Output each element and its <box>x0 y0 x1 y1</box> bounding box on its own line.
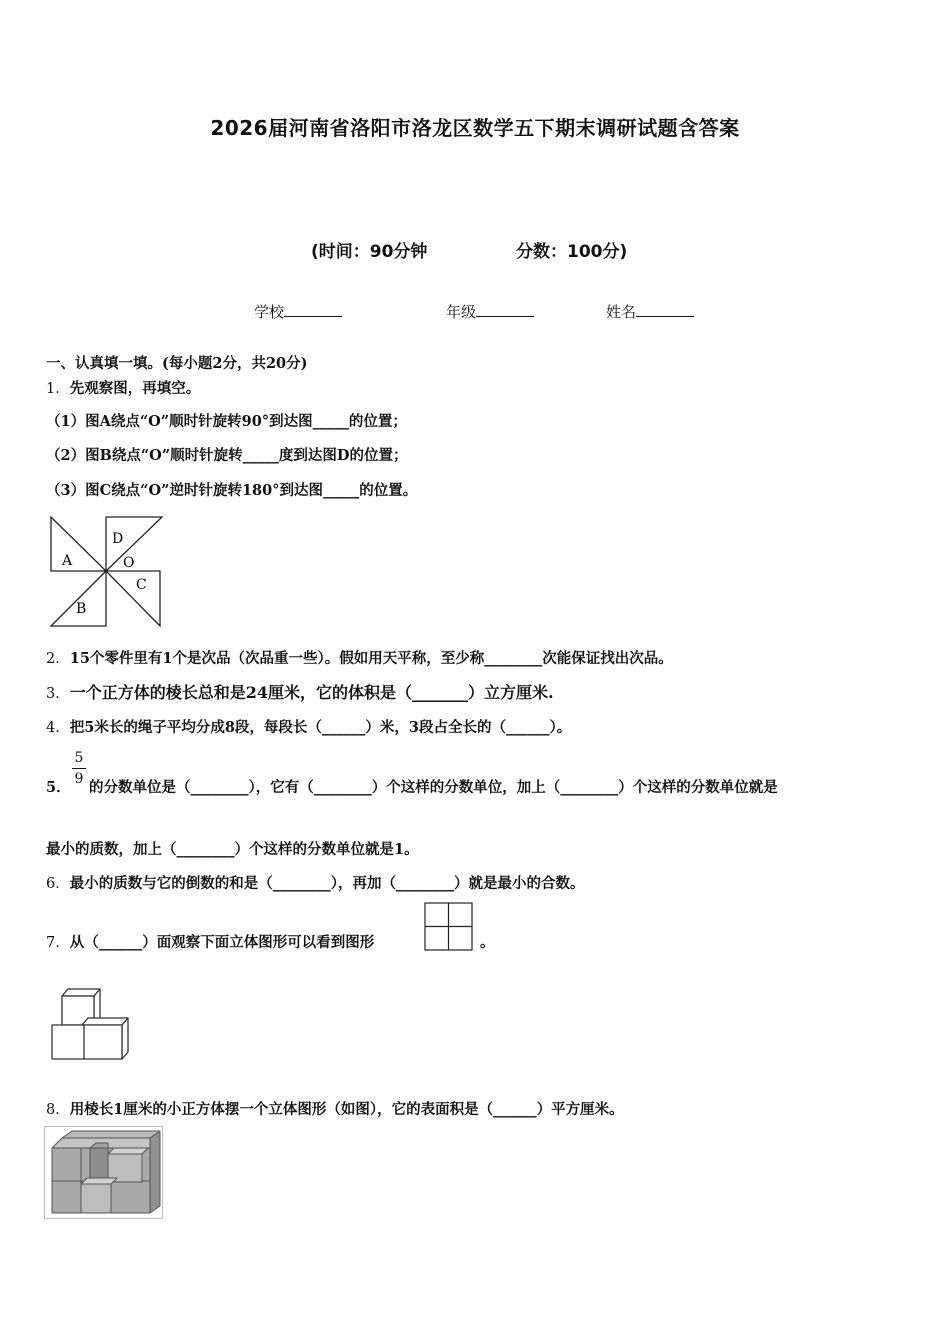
question-3: 3．一个正方体的棱长总和是24厘米，它的体积是（_______）立方厘米. <box>46 683 554 702</box>
question-1-part-1: （1）图A绕点“O”顺时针旋转90°到达图_____的位置； <box>46 413 407 430</box>
exam-time: (时间：90分钟 <box>311 242 428 262</box>
fraction-numerator: 5 <box>74 750 84 766</box>
grade-blank <box>476 302 534 317</box>
grade-field <box>446 301 534 322</box>
question-5-num: 5． <box>46 779 71 796</box>
question-7-end: 。 <box>480 934 495 951</box>
school-label: 学校 <box>254 303 285 321</box>
triangle-c <box>106 571 160 626</box>
label-c: C <box>136 577 147 593</box>
question-1: 1．先观察图，再填空。 <box>46 380 201 397</box>
question-1-part-2: （2）图B绕点“O”顺时针旋转_____度到达图D的位置； <box>46 447 408 464</box>
page-title: 2026届河南省洛阳市洛龙区数学五下期末调研试题含答案 <box>210 116 740 140</box>
view-grid-figure <box>424 902 474 952</box>
question-6: 6．最小的质数与它的倒数的和是（________），再加（________）就是最小的合数。 <box>46 875 585 892</box>
question-8: 8．用棱长1厘米的小正方体摆一个立体图形（如图），它的表面积是（______）平方厘米。 <box>46 1101 624 1118</box>
exam-score: 分数：100分) <box>516 242 628 262</box>
name-field <box>606 301 694 322</box>
question-5: 的分数单位是（________），它有（________）个这样的分数单位，加上（________）个这样的分数单位就是 <box>89 779 778 796</box>
section-heading: 一、认真填一填。(每小题2分，共20分) <box>46 355 308 372</box>
school-blank <box>284 302 342 317</box>
cube-surface-figure <box>44 1126 164 1220</box>
question-4: 4．把5米长的绳子平均分成8段，每段长（______）米，3段占全长的（______）。 <box>46 719 572 736</box>
question-1-part-3: （3）图C绕点“O”逆时针旋转180°到达图_____的位置。 <box>46 482 418 499</box>
label-d: D <box>112 531 124 547</box>
question-5-continued: 最小的质数，加上（________）个这样的分数单位就是1。 <box>46 841 419 858</box>
grade-label: 年级 <box>446 303 477 321</box>
fraction <box>72 750 86 787</box>
rotation-figure <box>48 514 166 630</box>
fraction-bar <box>72 768 86 769</box>
fraction-denominator: 9 <box>74 771 84 787</box>
triangle-b <box>51 571 106 626</box>
label-a: A <box>62 553 73 569</box>
question-7: 7．从（______）面观察下面立体图形可以看到图形 <box>46 934 375 951</box>
label-o: O <box>123 555 135 571</box>
label-b: B <box>76 601 87 617</box>
name-label: 姓名 <box>606 303 637 321</box>
name-blank <box>636 302 694 317</box>
triangle-a <box>51 517 106 571</box>
question-2: 2．15个零件里有1个是次品（次品重一些）。假如用天平称，至少称________次能保证找出次品。 <box>46 650 673 667</box>
cube-stack-figure <box>48 986 132 1062</box>
school-field <box>254 301 342 322</box>
